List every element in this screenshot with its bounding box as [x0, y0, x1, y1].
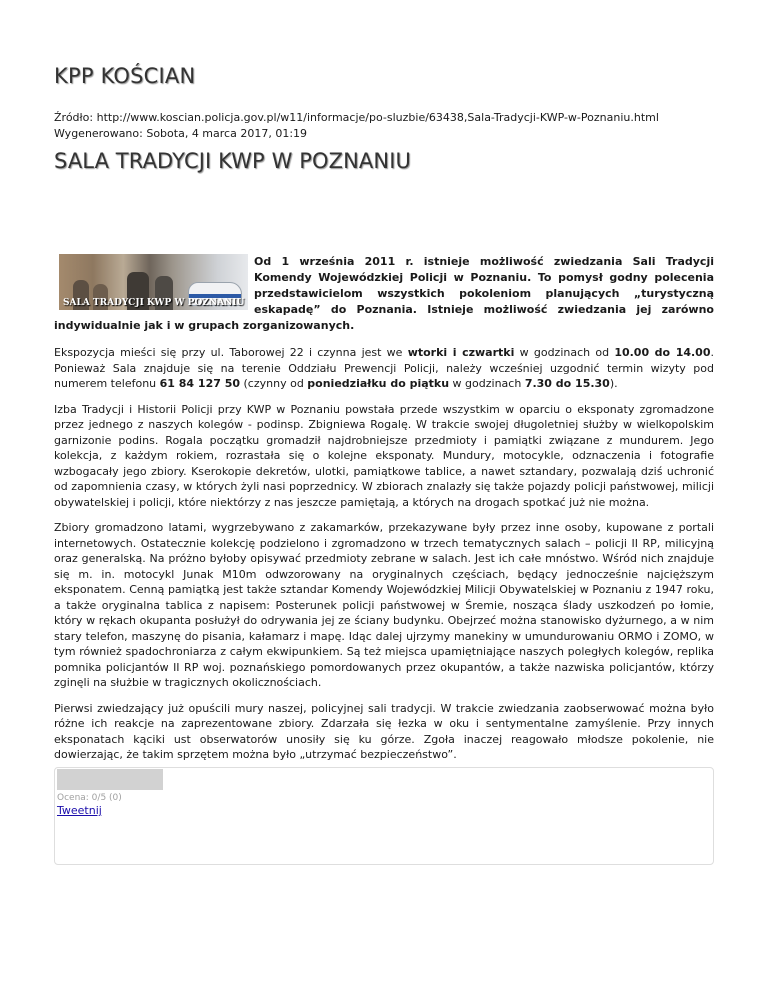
article-body	[54, 345, 714, 773]
hours-time: 10.00 do 14.00	[614, 346, 711, 359]
tweet-link[interactable]: Tweetnij	[57, 804, 102, 817]
lead-text: Od 1 września 2011 r. istnieje możliwość zwiedzania Sali Tradycji Komendy Wojewódzkiej Policji w Poznaniu. To pomysł godny polecenia przedstawicielom wszystkich pokoleniom planujących „turystyczną eskapadę” do Poznania. Istnieje możliwość zwiedzania jej zarówno indywidualnie jak i w grupach zorganizowanych.	[54, 255, 714, 332]
paragraph-hours	[54, 345, 714, 392]
rating-share-box	[54, 767, 714, 865]
article-lead	[54, 212, 714, 334]
source-url: http://www.koscian.policja.gov.pl/w11/informacje/po-sluzbie/63438,Sala-Tradycji-KWP-w-Poznaniu.html	[96, 111, 659, 124]
source-line	[54, 110, 754, 126]
generated-date: Sobota, 4 marca 2017, 01:19	[146, 127, 308, 140]
lead-spacer	[54, 212, 714, 254]
generated-label: Wygenerowano:	[54, 127, 147, 140]
phone-hours: 7.30 do 15.30	[524, 377, 610, 390]
article-title: SALA TRADYCJI KWP W POZNANIU	[54, 149, 411, 173]
phone-number: 61 84 127 50	[159, 377, 241, 390]
hours-text-5: w godzinach	[449, 377, 525, 390]
generated-line	[54, 126, 754, 142]
hours-text-2: w godzinach od	[514, 346, 615, 359]
phone-days: poniedziałku do piątku	[307, 377, 450, 390]
image-caption: SALA TRADYCJI KWP W POZNANIU	[63, 298, 245, 308]
site-title: KPP KOŚCIAN	[54, 64, 196, 88]
hours-text-4: (czynny od	[240, 377, 308, 390]
hours-text-6: ).	[609, 377, 618, 390]
source-label: Źródło:	[54, 111, 97, 124]
paragraph-collection: Zbiory gromadzono latami, wygrzebywano z zakamarków, przekazywane były przez inne osoby, kupowane z portali internetowych. Ostatecznie kolekcję podzielono i zgromadzono w trzech tematycznych salach – policji II RP, milicyjną oraz generalską. Na próżno byłoby opisywać przedmioty zebrane w salach. Jest ich całe mnóstwo. Wśród nich znajduje się m. in. motocykl Junak M10m odwzorowany na oryginalnych częściach, będący jednocześnie najcięższym eksponatem. Cenną pamiątką jest także sztandar Komendy Wojewódzkiej Milicji Obywatelskiej w Poznaniu z 1947 roku, a także oryginalna tablica z napisem: Posterunek policji państwowej w Śremie, nosząca ślady uszkodzeń po łomie, który w rękach okupanta posłużył do odrywania jej ze ściany budynku. Obejrzeć można stanowisko dyżurnego, a w nim stary telefon, maszynę do pisania, kałamarz i mapę. Idąc dalej ujrzymy manekiny w umundurowaniu ORMO i ZOMO, w tym również spadochroniarza z całym ekwipunkiem. Są też miejsca upamiętniające naszych poległych kolegów, replika pomnika policjantów II RP woj. poznańskiego pomordowanych przez okupantów, a także nazwiska policjantów, którzy zginęli na służbie w tragicznych okolicznościach.	[54, 521, 714, 689]
paragraph-visitors: Pierwsi zwiedzający już opuścili mury naszej, policyjnej sali tradycji. W trakcie zwiedzania zaobserwować można było różne ich reakcje na zaprezentowane zbiory. Zdarzała się łezka w oku i sentymentalne zamyślenie. Przy innych eksponatach kąciki ust obserwatorów unosiły się ku górze. Zgoła inaczej reagowało młodsze pokolenie, nie dowierzając, że takim sprzętem można było „utrzymać bezpieczeństwo”.	[54, 701, 714, 761]
document-meta	[54, 110, 754, 142]
hours-text-1: Ekspozycja mieści się przy ul. Taborowej 22 i czynna jest we	[54, 346, 408, 359]
rating-stars-widget[interactable]	[57, 769, 163, 790]
hours-text-3: . Ponieważ Sala znajduje się na terenie Oddziału Prewencji Policji, należy wcześniej uzgodnić termin wizyty pod numerem telefonu	[54, 346, 714, 390]
rating-text: Ocena: 0/5 (0)	[57, 793, 122, 803]
paragraph-history: Izba Tradycji i Historii Policji przy KWP w Poznaniu powstała przede wszystkim w oparciu o eksponaty zgromadzone przez jednego z naszych kolegów - podinsp. Zbigniewa Rogalę. W trakcie swojej długoletniej służby w wielkopolskim garnizonie podins. Rogala początku gromadził najdrobniejsze przedmioty i pamiątki związane z mundurem. Jego kolekcja, z każdym rokiem, rozrastała się o kolejne eksponaty. Mundury, motocykle, odznaczenia i fotografie wzbogacały jego zbiory. Kserokopie dekretów, ulotki, pamiątkowe tablice, a nawet sztandary, pozwalają dziś uchronić od zapomnienia czasy, w których żyli nasi poprzednicy. W zbiorach znalazły się także pojazdy policji państwowej, milicji obywatelskiej i policji, które niektórzy z nas jeszcze pamiętają, a których na drogach spotkać już nie można.	[54, 402, 714, 509]
article-image	[59, 254, 248, 310]
hours-days: wtorki i czwartki	[407, 346, 515, 359]
